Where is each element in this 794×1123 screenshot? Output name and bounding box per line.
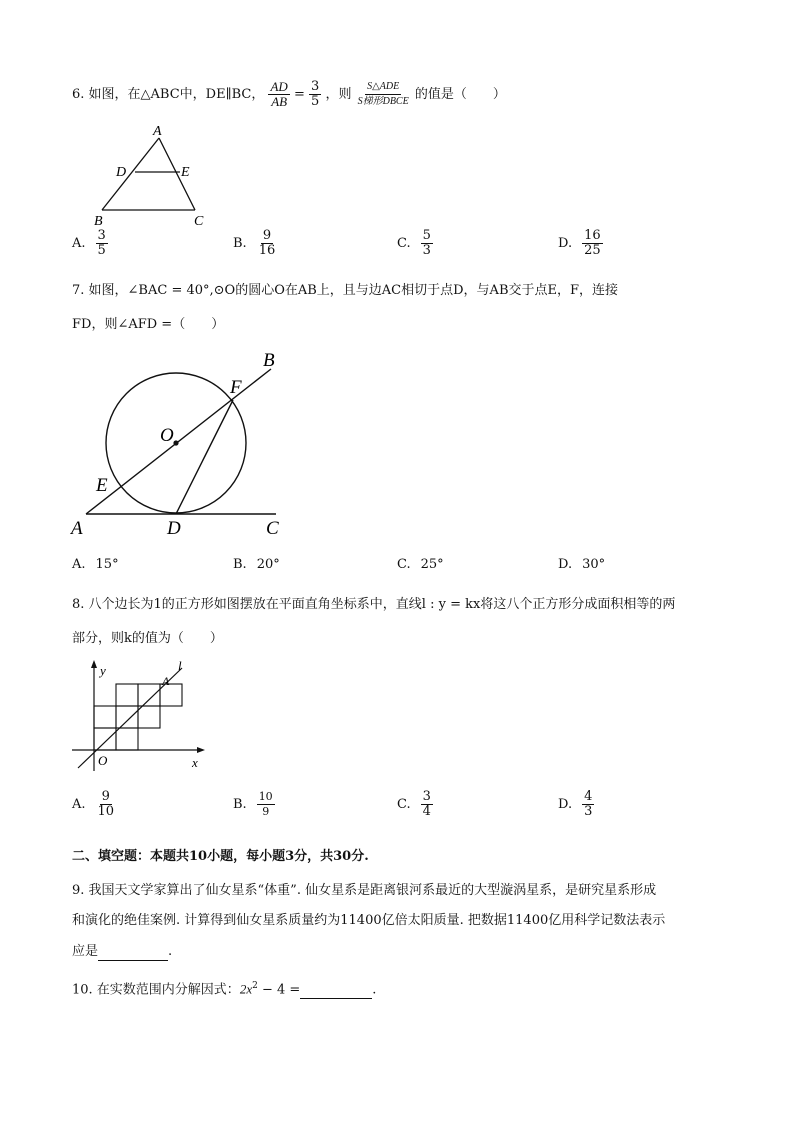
q10-expr-a: 2x: [239, 981, 253, 997]
q10-expr-b: − 4 =: [257, 982, 301, 998]
q6-label-e: E: [181, 165, 190, 180]
q6-option-b-num: 9: [262, 228, 272, 243]
q6-label-d: D: [116, 165, 127, 180]
q6-option-a-frac: [96, 229, 108, 258]
q6-option-a-label: A.: [72, 236, 86, 251]
q8-label-a: A: [162, 674, 170, 688]
q6-option-c-num: 5: [422, 228, 431, 243]
q6-stem-a: 如图，在△ABC中，DE∥BC，: [88, 87, 265, 102]
q6-eq: =: [293, 87, 305, 102]
q8-option-c-frac: [421, 790, 433, 819]
q8-option-d[interactable]: [558, 790, 594, 819]
q8-option-a-label: A.: [72, 797, 86, 812]
q8-option-d-label: D.: [558, 797, 573, 812]
q7-option-c-label: C.: [397, 557, 411, 572]
q8-option-b-num: 10: [258, 790, 273, 803]
q8-square: [116, 728, 138, 750]
q7-label-o: O: [160, 425, 174, 446]
q6-option-d-num: 16: [584, 228, 601, 243]
q8-option-c[interactable]: [397, 790, 433, 819]
q7-label-f: F: [230, 377, 242, 398]
q6-frac3-num: S△ADE: [365, 80, 401, 95]
q6-option-d-label: D.: [558, 236, 573, 251]
q6-stem-c: 的值是（ ）: [414, 87, 506, 102]
q6-option-a[interactable]: [72, 229, 108, 258]
q6-option-a-num: 3: [97, 228, 106, 243]
q10-expr-sup: 2: [252, 981, 258, 991]
q7-label-c: C: [266, 518, 279, 539]
q7-segment-fd: [176, 400, 233, 514]
q7-option-d[interactable]: [558, 557, 605, 572]
q8-option-a[interactable]: [72, 790, 116, 819]
q6-frac3-den: S梯形DBCE: [357, 96, 409, 107]
q6-option-b-frac: [257, 229, 278, 258]
q6-option-d-den: 25: [584, 243, 601, 258]
q7-option-d-label: D.: [558, 557, 573, 572]
q8-option-d-den: 3: [584, 804, 593, 819]
q8-label-l: l: [178, 658, 182, 673]
q6-side-ac: [159, 138, 195, 210]
q6-side-ab: [102, 138, 159, 210]
q7-center-dot: [173, 440, 178, 445]
q8-y-arrow: [91, 660, 97, 668]
q6-frac-ad-ab: [268, 80, 289, 109]
q6-option-c[interactable]: [397, 229, 433, 258]
q6-option-c-den: 3: [422, 243, 431, 258]
q10-text-pre: 10. 在实数范围内分解因式：: [72, 982, 240, 998]
q8-square: [116, 706, 138, 728]
q6-option-b-label: B.: [233, 236, 247, 251]
q6-frac1-den: AB: [271, 94, 288, 109]
q8-label-y: y: [100, 663, 106, 678]
q8-option-d-num: 4: [584, 789, 593, 804]
q6-option-d-frac: [582, 229, 603, 258]
q6-frac1-num: AD: [270, 79, 288, 94]
q8-option-b[interactable]: [233, 790, 275, 819]
q6-stem: [72, 80, 506, 109]
q7-label-e: E: [96, 475, 108, 496]
q6-label-a: A: [153, 124, 162, 139]
q9-line3-pre: 应是: [72, 944, 99, 959]
q6-frac2-num: 3: [311, 79, 320, 94]
q6-label-c: C: [194, 214, 204, 228]
q8-square: [138, 706, 160, 728]
q8-option-c-den: 4: [422, 804, 431, 819]
q8-option-c-num: 3: [422, 789, 431, 804]
q6-triangle-figure: [88, 122, 218, 228]
q9-answer-blank[interactable]: [98, 944, 168, 961]
q9-line2: 和演化的绝佳案例. 计算得到仙女星系质量约为11400亿倍太阳质量. 把数据11400亿用科学记数法表示: [72, 913, 666, 928]
q8-option-c-label: C.: [397, 797, 411, 812]
q7-option-c[interactable]: [397, 557, 444, 572]
q7-stem-line2: FD，则∠AFD =（ ）: [72, 317, 225, 332]
q7-option-b[interactable]: [233, 557, 280, 572]
q7-line-ab: [86, 369, 271, 514]
q6-frac2-den: 5: [311, 94, 320, 109]
q10-text-post: .: [372, 982, 377, 998]
q6-option-c-label: C.: [397, 236, 411, 251]
q7-option-a[interactable]: [72, 557, 119, 572]
q7-option-b-label: B.: [233, 557, 247, 572]
q8-square: [94, 728, 116, 750]
q10-answer-blank[interactable]: [300, 982, 372, 999]
q7-circle-figure: [68, 345, 298, 545]
q7-option-a-text: 15°: [95, 557, 119, 572]
q7-option-d-text: 30°: [582, 557, 606, 572]
q7-label-a: A: [71, 518, 83, 539]
q8-option-b-frac: [257, 790, 275, 819]
q7-option-b-text: 20°: [256, 557, 280, 572]
q6-option-a-den: 5: [97, 243, 106, 258]
q8-option-a-num: 9: [101, 789, 110, 804]
q8-option-b-den: 9: [262, 805, 270, 818]
q8-square: [94, 706, 116, 728]
q8-label-x: x: [192, 755, 198, 770]
q8-option-a-den: 10: [97, 804, 115, 819]
q6-label-b: B: [94, 214, 103, 228]
q7-label-b: B: [263, 350, 275, 371]
q6-number: 6.: [72, 87, 85, 102]
q6-option-c-frac: [421, 229, 433, 258]
q6-option-d[interactable]: [558, 229, 603, 258]
q6-frac-ratio: [309, 80, 321, 109]
q8-label-o: O: [98, 753, 108, 768]
q7-stem-line1: 7. 如图，∠BAC = 40°,⊙O的圆心O在AB上，且与边AC相切于点D，与AB交于点E，F，连接: [72, 283, 619, 298]
q8-option-a-frac: [96, 790, 117, 819]
q8-stem-line2: 部分，则k的值为（ ）: [72, 631, 223, 646]
q8-grid-figure: [70, 655, 210, 775]
q7-label-d: D: [167, 518, 181, 539]
q10-line: [72, 977, 376, 999]
section-fill-in-title: 二、填空题：本题共10小题，每小题3分，共30分.: [72, 849, 369, 864]
q6-option-b[interactable]: [233, 229, 277, 258]
q9-line3-post: .: [168, 944, 173, 959]
q7-option-a-label: A.: [72, 557, 86, 572]
q6-option-b-den: 16: [258, 243, 276, 258]
q6-stem-b: ，则: [325, 87, 352, 102]
q8-x-arrow: [197, 747, 205, 753]
q8-square: [116, 684, 138, 706]
q8-square: [138, 684, 160, 706]
q9-line3: [72, 943, 172, 961]
q6-frac-area: [356, 80, 411, 109]
q7-option-c-text: 25°: [420, 557, 444, 572]
q9-line1: 9. 我国天文学家算出了仙女星系“体重”. 仙女星系是距离银河系最近的大型漩涡星系，是研究星系形成: [72, 883, 657, 898]
q8-stem-line1: 8. 八个边长为1的正方形如图摆放在平面直角坐标系中，直线l : y = kx将这八个正方形分成面积相等的两: [72, 597, 676, 612]
q8-option-b-label: B.: [233, 797, 247, 812]
q8-option-d-frac: [582, 790, 594, 819]
